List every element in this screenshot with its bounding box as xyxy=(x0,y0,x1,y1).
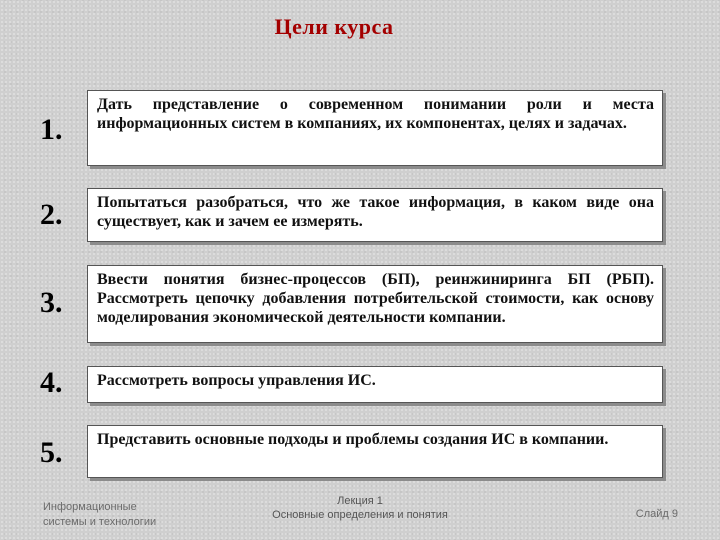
goal-number-2: 2. xyxy=(40,198,63,231)
goal-number-3: 3. xyxy=(40,286,63,319)
goal-box-1: Дать представление о современном понимании роли и места информационных систем в компаниях, их компонентах, целях и задачах. xyxy=(87,90,663,166)
goal-number-1: 1. xyxy=(40,113,63,146)
footer-lecture-number: Лекция 1 xyxy=(337,495,383,507)
footer-slide-number: Слайд 9 xyxy=(635,508,678,520)
footer-lecture xyxy=(250,494,470,522)
footer-course-name xyxy=(43,500,156,530)
slide-title: Цели курса xyxy=(274,14,394,39)
goal-box-5: Представить основные подходы и проблемы создания ИС в компании. xyxy=(87,425,663,478)
goal-box-3: Ввести понятия бизнес-процессов (БП), реинжиниринга БП (РБП). Рассмотреть цепочку добавления потребительской стоимости, как основу моделирования экономической деятельности компании. xyxy=(87,265,663,343)
footer-course-line1: Информационные xyxy=(43,501,137,513)
footer-course-line2: системы и технологии xyxy=(43,516,157,528)
goal-box-4: Рассмотреть вопросы управления ИС. xyxy=(87,366,663,403)
goal-number-5: 5. xyxy=(40,436,63,469)
footer-lecture-title: Основные определения и понятия xyxy=(272,509,448,521)
goal-box-2: Попытаться разобраться, что же такое информация, в каком виде она существует, как и зачем ее измерять. xyxy=(87,188,663,242)
goal-number-4: 4. xyxy=(40,366,63,399)
